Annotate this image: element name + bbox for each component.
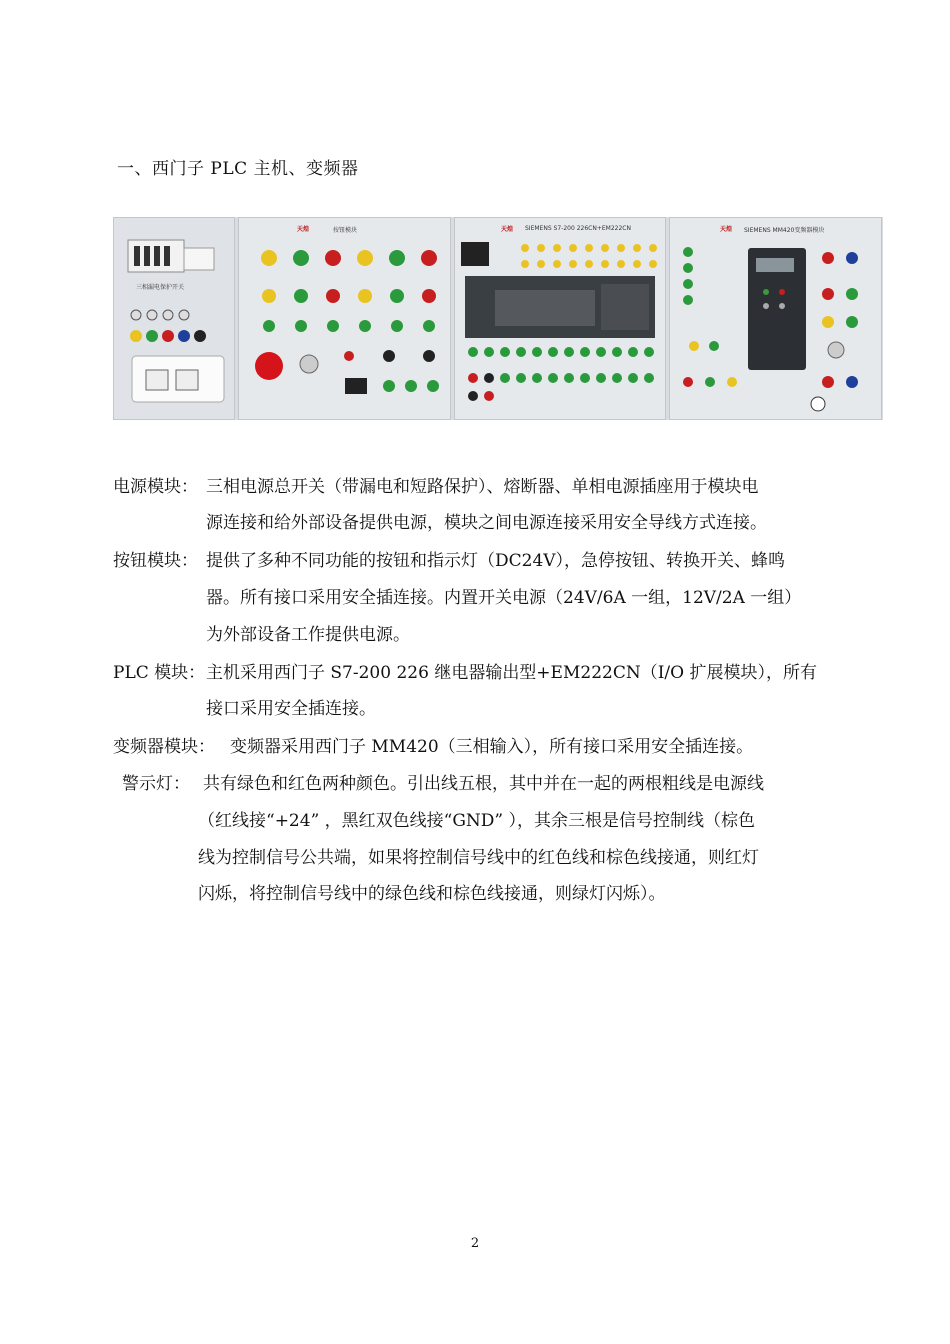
button-module-label: 按钮模块: [333, 227, 358, 234]
section-heading: 一、西门子 PLC 主机、变频器: [117, 159, 359, 179]
module-line: 为外部设备工作提供电源。: [206, 625, 410, 645]
plc-module-photo: [454, 217, 666, 420]
plc-module-label: SIEMENS S7-200 226CN+EM222CN: [525, 225, 631, 232]
module-label: 电源模块：: [113, 477, 198, 497]
inverter-module-photo: [669, 217, 882, 420]
module-line: 三相电源总开关（带漏电和短路保护）、熔断器、单相电源插座用于模块电: [206, 477, 759, 497]
module-line: 主机采用西门子 S7-200 226 继电器输出型+EM222CN（I/O 扩展模块），所有: [206, 663, 817, 683]
power-module-label: 三相漏电保护开关: [136, 284, 185, 291]
module-label: 警示灯：: [122, 774, 190, 794]
plc-module-drawing: [455, 218, 666, 420]
module-line: 器。所有接口采用安全插连接。内置开关电源（24V/6A 一组，12V/2A 一组）: [206, 588, 802, 608]
module-line: 变频器采用西门子 MM420（三相输入），所有接口采用安全插连接。: [230, 737, 754, 757]
button-module-photo: [238, 217, 451, 420]
equipment-photo: [113, 217, 883, 420]
module-line: 共有绿色和红色两种颜色。引出线五根，其中并在一起的两根粗线是电源线: [203, 774, 764, 794]
page-number: 2: [470, 1236, 480, 1251]
inverter-module-brand: 天煌: [720, 226, 733, 233]
power-module-photo: [113, 217, 235, 420]
module-line: 源连接和给外部设备提供电源，模块之间电源连接采用安全导线方式连接。: [206, 513, 767, 533]
module-label: PLC 模块：: [113, 663, 206, 683]
module-label: 变频器模块：: [113, 737, 215, 757]
module-label: 按钮模块：: [113, 551, 198, 571]
button-module-drawing: [239, 218, 451, 420]
module-line: 接口采用安全插连接。: [206, 699, 376, 719]
power-module-drawing: [114, 218, 235, 420]
module-line: 提供了多种不同功能的按钮和指示灯（DC24V），急停按钮、转换开关、蜂鸣: [206, 551, 786, 571]
inverter-module-label: SIEMENS MM420变频器模块: [744, 227, 825, 234]
inverter-module-drawing: [670, 218, 882, 420]
module-line: 线为控制信号公共端，如果将控制信号线中的红色线和棕色线接通，则红灯: [198, 848, 759, 868]
module-line: （红线接“+24” ，黑红双色线接“GND” ），其余三根是信号控制线（棕色: [198, 811, 756, 831]
button-module-brand: 天煌: [297, 226, 310, 233]
module-line: 闪烁，将控制信号线中的绿色线和棕色线接通，则绿灯闪烁）。: [198, 884, 666, 904]
plc-module-brand: 天煌: [501, 226, 514, 233]
